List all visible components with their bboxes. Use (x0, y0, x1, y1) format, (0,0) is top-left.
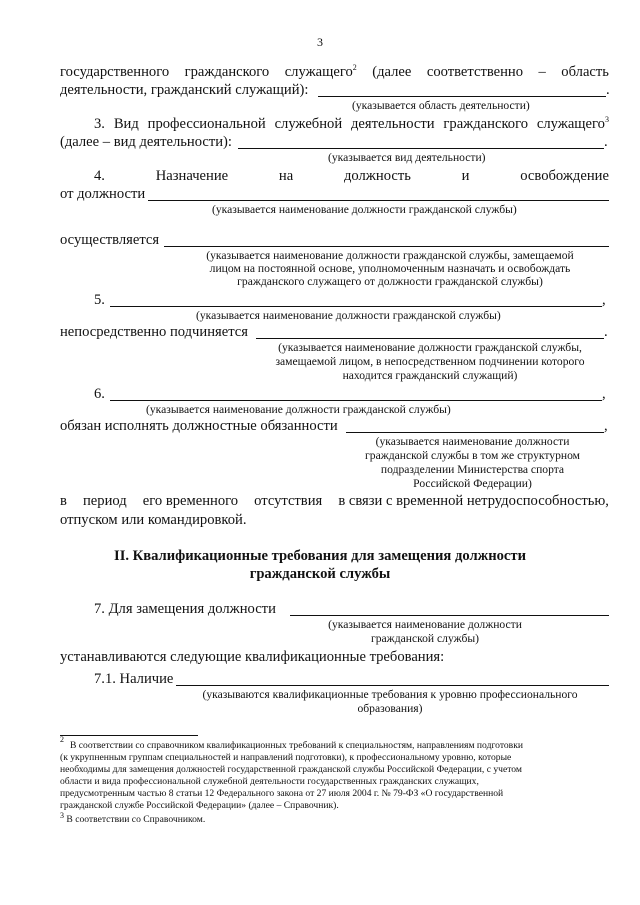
word: период (83, 493, 127, 509)
p7-caption-l2: гражданской службы) (370, 632, 480, 645)
word: отсутствия (254, 493, 323, 509)
p5-caption-2-l3: находится гражданский служащий) (342, 369, 518, 382)
word: гражданского (184, 64, 270, 80)
word: (далее (372, 64, 412, 80)
word: на (278, 168, 294, 184)
footnote-2-line-1 (60, 735, 612, 752)
p4-caption-2-l1: (указывается наименование должности гражданской службы, замещаемой (206, 249, 574, 262)
footnote-text: В соответствии со Справочником. (66, 814, 206, 825)
p4-fill-line-2 (164, 246, 609, 247)
footnote-ref: 3 (604, 115, 609, 125)
word: деятельности (351, 116, 435, 132)
p3-fill-line (238, 148, 604, 149)
p5-caption-2-l2: замещаемой лицом, в непосредственном подчинении которого (275, 355, 585, 368)
p5-caption-2-l1: (указывается наименование должности гражданской службы, (278, 341, 582, 354)
p7-line1: 7. Для замещения должности (94, 601, 276, 617)
p5-caption: (указывается наименование должности гражданской службы) (196, 309, 501, 322)
p5-fill-line-2 (256, 338, 604, 339)
footnote-separator (60, 735, 198, 736)
p3-line2: (далее – вид деятельности): (60, 134, 232, 150)
p4-caption-2-l2: лицом на постоянной основе, уполномоченным назначать и освобождать (209, 262, 571, 275)
word: государственного (60, 64, 170, 80)
word: служащего$^2$ (284, 63, 357, 80)
footnote-2-line-6: гражданской службе Российской Федерации» (далее – Справочник). (60, 800, 339, 811)
p6-caption-2-l1: (указывается наименование должности (375, 435, 570, 448)
p7-fill-line-2 (176, 685, 609, 686)
p7-caption-2-l1: (указываются квалификационные требования к уровню профессионального (202, 688, 578, 701)
footnote-2-line-3: необходимы для замещения должностей государственной гражданской службы Российской Федерации, с учетом (60, 764, 522, 775)
p2-line2-end: . (606, 82, 610, 98)
word: область (561, 64, 609, 80)
p6-line3 (60, 493, 609, 510)
word: его временного (142, 493, 239, 509)
word: 3. (94, 116, 105, 132)
word: – (538, 64, 546, 80)
p6-fill-line-2 (346, 432, 604, 433)
footnote-2-line-5: предусмотренным частью 8 статьи 12 Федерального закона от 27 июля 2004 г. № 79-ФЗ «О государственной (60, 788, 504, 799)
footnote-text: В соответствии со справочником квалификационных требований к специальностям, направлениям подготовки (70, 740, 524, 751)
p3-line1 (94, 116, 609, 133)
p5-line2: непосредственно подчиняется (60, 324, 248, 340)
word: служащего$^3$ (536, 115, 609, 132)
footnote-ref: 2 (352, 63, 357, 73)
p7-caption-2-l2: образования) (357, 702, 423, 715)
footnote-2-line-4: области и вида профессиональной служебной деятельности государственных гражданских служащих, (60, 776, 479, 787)
p6-line2-end: , (604, 418, 608, 434)
section-2-title-l1: II. Квалификационные требования для замещения должности (114, 548, 526, 564)
footnote-2-line-2: (к укрупненным группам специальностей и направлений подготовки), к профессиональному уровню, которые (60, 752, 512, 763)
p6-line2: обязан исполнять должностные обязанности (60, 418, 338, 434)
word: 4. (94, 168, 105, 184)
p7-fill-line (290, 615, 609, 616)
p7-line2: устанавливаются следующие квалификационные требования: (60, 649, 445, 665)
p5-fill-line (110, 306, 602, 307)
word: профессиональной (147, 116, 266, 132)
p4-caption: (указывается наименование должности гражданской службы) (212, 203, 517, 216)
p5-line1-end: , (602, 292, 606, 308)
word: в (60, 493, 67, 509)
word: гражданского (443, 116, 529, 132)
p6-fill-line (110, 400, 602, 401)
p6-line1-end: , (602, 386, 606, 402)
p3-caption: (указывается вид деятельности) (328, 151, 486, 164)
p5-line2-end: . (604, 324, 608, 340)
word: должность (344, 168, 411, 184)
word: соответственно (426, 64, 524, 80)
p5-line1: 5. (94, 292, 105, 308)
p2-line2: деятельности, гражданский служащий): (60, 82, 309, 98)
p3-line2-end: . (604, 134, 608, 150)
footnote-3 (60, 810, 612, 826)
footnote-mark: 3 (60, 810, 64, 820)
word: Вид (113, 116, 139, 132)
p6-line4: отпуском или командировкой. (60, 512, 247, 528)
word: и (461, 168, 470, 184)
p4-fill-line (148, 200, 609, 201)
p6-caption-2-l3: подразделении Министерства спорта (380, 463, 565, 476)
p4-line2: от должности (60, 186, 146, 202)
p6-caption-2-l4: Российской Федерации) (413, 477, 532, 490)
word: в связи с временной нетрудоспособностью, (338, 493, 609, 509)
footnote-mark: 2 (60, 735, 64, 744)
p4-line3: осуществляется (60, 232, 160, 248)
p6-caption-2-l2: гражданской службы в том же структурном (365, 449, 580, 462)
page-number: 3 (317, 35, 323, 49)
p2-line1 (60, 64, 609, 81)
word: служебной (274, 116, 343, 132)
p7-caption-l1: (указывается наименование должности (328, 618, 522, 631)
section-2-title-l2: гражданской службы (249, 566, 391, 582)
word: освобождение (520, 168, 609, 184)
p6-line1: 6. (94, 386, 105, 402)
p2-fill-line (318, 96, 606, 97)
p6-caption: (указывается наименование должности гражданской службы) (146, 403, 451, 416)
p2-caption: (указывается область деятельности) (352, 99, 530, 112)
p4-line1 (94, 168, 609, 185)
word: Назначение (155, 168, 229, 184)
p7-line3: 7.1. Наличие (94, 671, 174, 687)
footnote-2 (60, 735, 612, 812)
p4-caption-2-l3: гражданского служащего от должности гражданской службы) (237, 275, 543, 288)
